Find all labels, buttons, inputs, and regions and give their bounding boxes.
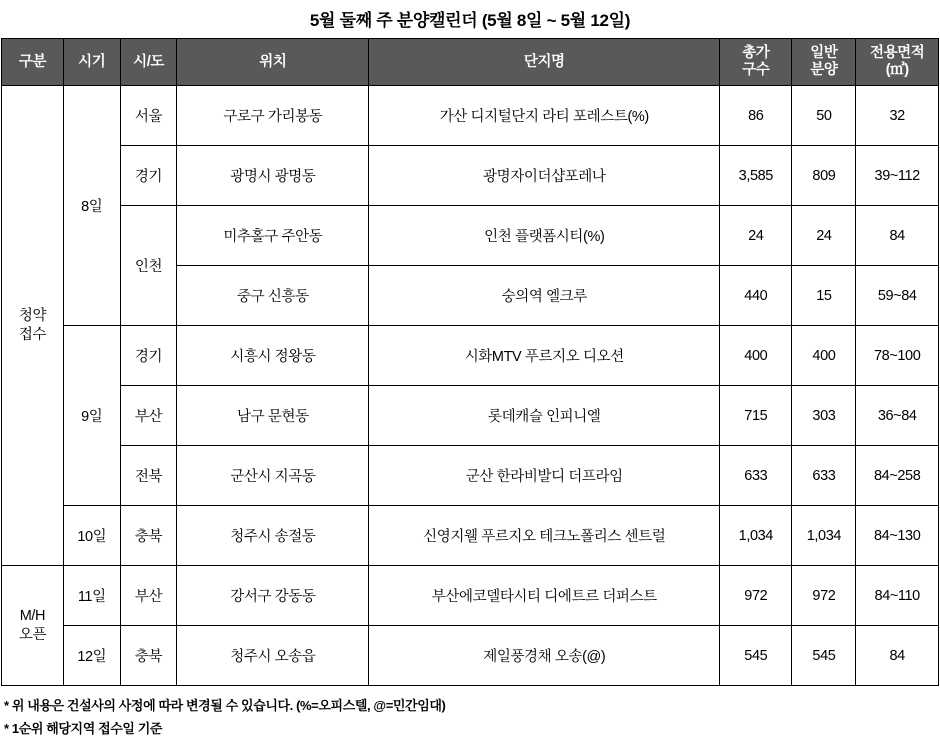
header-sigi: 시기: [63, 39, 120, 86]
cell-complex-name: 군산 한라비발디 더프라임: [369, 446, 720, 506]
cell-total-units: 24: [720, 206, 792, 266]
cell-complex-name: 가산 디지털단지 라티 포레스트(%): [369, 86, 720, 146]
cell-date: 10일: [63, 506, 120, 566]
cell-location: 군산시 지곡동: [177, 446, 369, 506]
header-general-supply: [792, 39, 856, 86]
cell-location: 광명시 광명동: [177, 146, 369, 206]
cell-total-units: 3,585: [720, 146, 792, 206]
table-row: [2, 326, 939, 386]
cell-complex-name: 신영지웰 푸르지오 테크노폴리스 센트럴: [369, 506, 720, 566]
table-header: [2, 39, 939, 86]
footnote-2: * 1순위 해당지역 접수일 기준: [4, 720, 163, 736]
cell-total-units: 86: [720, 86, 792, 146]
cell-location: 남구 문현동: [177, 386, 369, 446]
cell-province: 충북: [120, 506, 177, 566]
cell-exclusive-area: 84~258: [856, 446, 939, 506]
cell-location: 중구 신흥동: [177, 266, 369, 326]
cell-location: 청주시 송절동: [177, 506, 369, 566]
cell-exclusive-area: 84~130: [856, 506, 939, 566]
cell-exclusive-area: 84: [856, 206, 939, 266]
cell-category-line2: 오픈: [18, 626, 47, 643]
cell-complex-name: 광명자이더샵포레나: [369, 146, 720, 206]
cell-province: 전북: [120, 446, 177, 506]
cell-location: 시흥시 정왕동: [177, 326, 369, 386]
cell-exclusive-area: 39~112: [856, 146, 939, 206]
header-total-units: [720, 39, 792, 86]
cell-date: 8일: [63, 86, 120, 326]
cell-date: 11일: [63, 566, 120, 626]
header-total-units-line1: 총가: [742, 45, 770, 62]
cell-general-supply: 972: [792, 566, 856, 626]
cell-complex-name: 롯데캐슬 인피니엘: [369, 386, 720, 446]
cell-province: 부산: [120, 386, 177, 446]
cell-location: 강서구 강동동: [177, 566, 369, 626]
cell-general-supply: 24: [792, 206, 856, 266]
cell-complex-name: 숭의역 엘크루: [369, 266, 720, 326]
header-row: [2, 39, 939, 86]
cell-general-supply: 809: [792, 146, 856, 206]
cell-general-supply: 50: [792, 86, 856, 146]
cell-category: [2, 566, 64, 686]
cell-date: 9일: [63, 326, 120, 506]
cell-province: 부산: [120, 566, 177, 626]
table-row: [2, 386, 939, 446]
cell-total-units: 400: [720, 326, 792, 386]
cell-exclusive-area: 84: [856, 626, 939, 686]
header-wichi: 위치: [177, 39, 369, 86]
table-row: [2, 566, 939, 626]
cell-total-units: 1,034: [720, 506, 792, 566]
cell-total-units: 972: [720, 566, 792, 626]
cell-general-supply: 303: [792, 386, 856, 446]
cell-exclusive-area: 36~84: [856, 386, 939, 446]
cell-complex-name: 시화MTV 푸르지오 디오션: [369, 326, 720, 386]
table-row: [2, 446, 939, 506]
header-exclusive-area: [856, 39, 939, 86]
table-body: [2, 86, 939, 686]
cell-complex-name: 부산에코델타시티 디에트르 더퍼스트: [369, 566, 720, 626]
header-gubun: 구분: [2, 39, 64, 86]
cell-general-supply: 15: [792, 266, 856, 326]
header-exclusive-area-line2: (㎡): [885, 62, 909, 78]
footnote-1: * 위 내용은 건설사의 사정에 따라 변경될 수 있습니다. (%=오피스텔, @=민간임대): [4, 698, 446, 713]
cell-general-supply: 400: [792, 326, 856, 386]
cell-total-units: 440: [720, 266, 792, 326]
cell-location: 구로구 가리봉동: [177, 86, 369, 146]
table-row: [2, 86, 939, 146]
cell-location: 미추홀구 주안동: [177, 206, 369, 266]
cell-exclusive-area: 78~100: [856, 326, 939, 386]
cell-total-units: 545: [720, 626, 792, 686]
table-row: [2, 506, 939, 566]
cell-province: 인천: [120, 206, 177, 326]
header-sido: 시/도: [120, 39, 177, 86]
cell-category-line1: 청약: [18, 308, 47, 325]
cell-province: 서울: [120, 86, 177, 146]
cell-general-supply: 1,034: [792, 506, 856, 566]
cell-location: 청주시 오송읍: [177, 626, 369, 686]
cell-complex-name: 인천 플랫폼시티(%): [369, 206, 720, 266]
cell-province: 경기: [120, 146, 177, 206]
footnotes: [0, 695, 940, 741]
table-row: [2, 206, 939, 266]
cell-total-units: 633: [720, 446, 792, 506]
cell-exclusive-area: 59~84: [856, 266, 939, 326]
header-total-units-line2: 구수: [742, 62, 770, 78]
page-title: 5월 둘째 주 분양캘린더 (5월 8일 ~ 5월 12일): [309, 11, 631, 30]
cell-general-supply: 633: [792, 446, 856, 506]
cell-complex-name: 제일풍경채 오송(@): [369, 626, 720, 686]
cell-exclusive-area: 84~110: [856, 566, 939, 626]
supply-calendar-table: [1, 38, 939, 686]
header-exclusive-area-line1: 전용면적: [869, 45, 925, 62]
table-row: [2, 626, 939, 686]
cell-date: 12일: [63, 626, 120, 686]
cell-category-line1: M/H: [19, 608, 46, 625]
cell-general-supply: 545: [792, 626, 856, 686]
cell-category: [2, 86, 64, 566]
header-general-supply-line1: 일반: [810, 45, 838, 62]
cell-total-units: 715: [720, 386, 792, 446]
cell-province: 경기: [120, 326, 177, 386]
cell-exclusive-area: 32: [856, 86, 939, 146]
table-row: [2, 146, 939, 206]
header-general-supply-line2: 분양: [810, 62, 838, 78]
cell-province: 충북: [120, 626, 177, 686]
header-danji: 단지명: [369, 39, 720, 86]
cell-category-line2: 접수: [18, 326, 47, 343]
